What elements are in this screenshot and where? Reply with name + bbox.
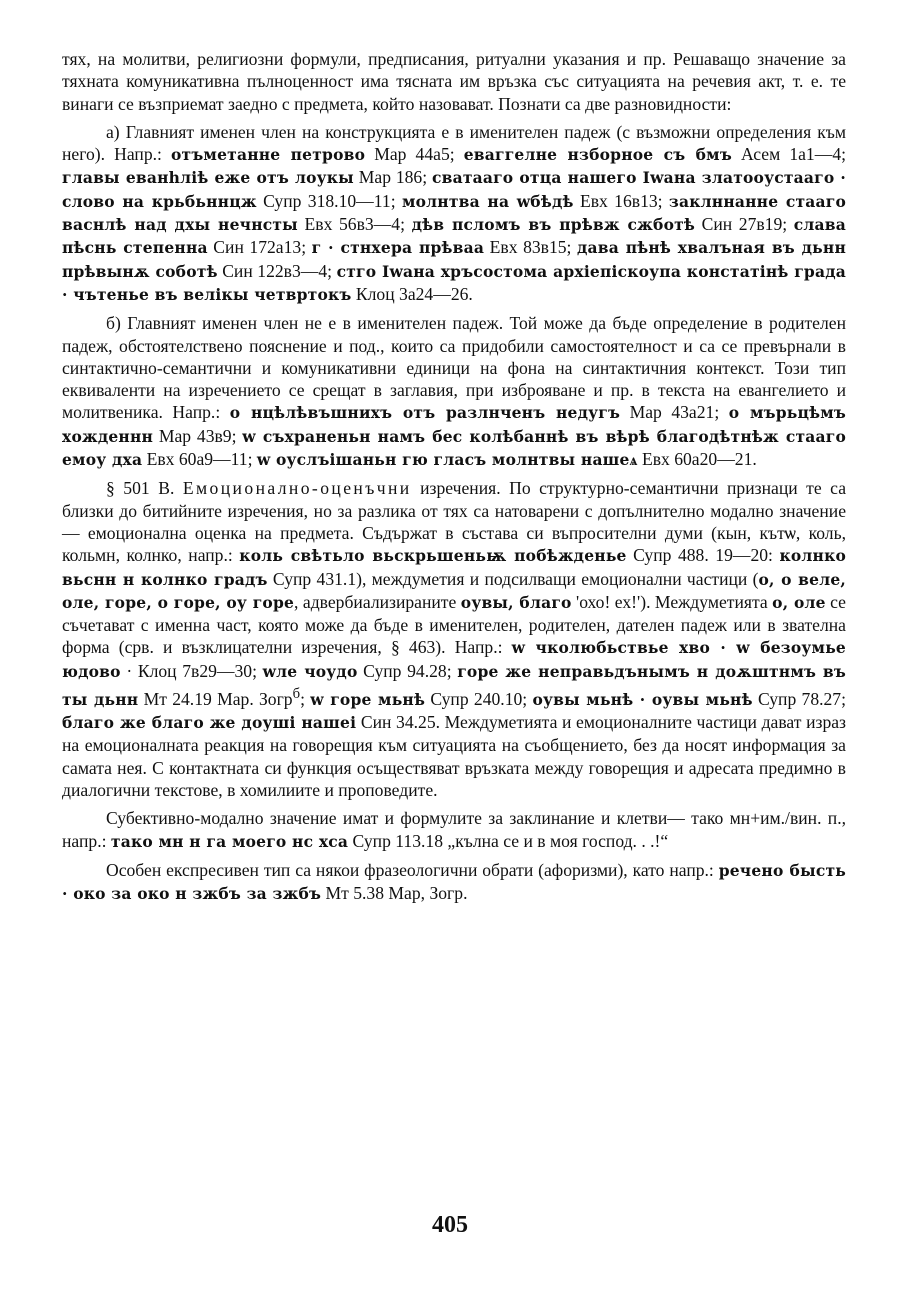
page-body [62, 48, 846, 906]
church-slavonic-citation: коль свѣтьло вьскрьшеньѭ побѣжденье [239, 546, 627, 566]
text-run: а) Главният именен член на конструкцията е в именителен падеж (с възможни определения към него). Напр.: [62, 121, 846, 165]
text-run: Особен експресивен тип са някои фразеологични обрати (афоризми), като напр.: [106, 859, 719, 880]
church-slavonic-citation: о, о веле, оле, горе, о горе, оу горе [62, 569, 846, 612]
church-slavonic-citation: главы еванһліѣ еже отъ лоукы [62, 168, 354, 188]
church-slavonic-citation: wле чоудо [262, 661, 358, 681]
text-run: Субективно-модално значение имат и формулите за заклинание и клетви— тако мн+им./вин. п., напр.: [62, 808, 846, 851]
paragraph-a [62, 121, 846, 306]
church-slavonic-citation: оувы мьнѣ · оувы мьнѣ [532, 689, 753, 709]
church-slavonic-citation: оувы, благо [460, 592, 572, 612]
text-run: Син 27в19; [695, 214, 794, 235]
text-run: Асем 1а1—4; [731, 144, 847, 165]
superscript: б [292, 686, 301, 703]
text-run: 'охо! ех!'). Междуметията [571, 591, 773, 612]
church-slavonic-citation: о нцѣлѣвъшнихъ отъ разлнченъ недугъ [229, 403, 621, 423]
text-run: изречения. По структурно-семантични признаци те са близки до битийните изречения, но за разлика от тях са натоварени с допълнително модално значение — емоционална оценка на предмета. Съдържат в състава си въпросителни думи (кын, кътѡ, коль, кольмн, колнко, напр.: [62, 478, 846, 566]
church-slavonic-citation: г · стнхера прѣваа [311, 238, 485, 258]
text-run: Супр 318.10—11; [256, 190, 402, 211]
spaced-heading-term: Емоционално-оценъчни [182, 478, 412, 499]
church-slavonic-citation: тако мн н га моего нс хса [110, 831, 349, 851]
text-run: Евх 60а9—11; [142, 449, 257, 470]
paragraph-formulas [62, 807, 846, 853]
church-slavonic-citation: w чколюбьствье хво · w безоумье юдово [62, 638, 846, 681]
church-slavonic-citation: речено бысть · око за око н зжбъ за зжбъ [62, 860, 846, 904]
text-run: Мар 186; [353, 167, 432, 188]
church-slavonic-citation: дава пѣнѣ хвалъная въ дьнн прѣвынѫ соботѣ [62, 238, 846, 281]
text-run: Супр 78.27; [752, 688, 846, 709]
church-slavonic-citation: слава пѣснь степенна [62, 215, 846, 258]
church-slavonic-citation: благо же благо же доуші нашеі [62, 713, 357, 733]
church-slavonic-citation: дѣв псломъ въ прѣвж сжботѣ [411, 215, 696, 235]
text-run: Син 122в3—4; [217, 260, 337, 281]
church-slavonic-citation: горе же неправьдънымъ н доѫштнмъ въ ты дьнн [62, 661, 846, 709]
text-run: Супр 94.28; [357, 660, 458, 681]
text-run: тях, на молитви, религиозни формули, предписания, ритуални указания и пр. Решаващо значение за тяхната комуникативна пълноценност има тясната им връзка със ситуацията на речевия акт, т. е. те винаги се възприемат заедно с предмета, който назовават. Познати са две разновидности: [62, 49, 846, 114]
text-run: б) Главният именен член не е в именителен падеж. Той може да бъде определение в родителен падеж, обстоятелствено пояснение и под., които са придобили самостоятелност и са се превърнали в синтактично-семантични и комуникативни единици на фона на синтактичния контекст. Този тип еквиваленти на изречението се срещат в заглавия, при изброяване и пр. в текста на евангелието и молитвеника. Напр.: [62, 313, 846, 423]
text-run: Клоц 3а24—26. [351, 283, 473, 304]
text-run: Евх 83в15; [484, 237, 577, 258]
church-slavonic-citation: отъметанне петрово [171, 145, 366, 165]
text-run: Мт 24.19 Мар. Зогр [138, 688, 293, 709]
text-run: Супр 431.1), междуметия и подсилващи емоционални частици ( [267, 568, 759, 589]
text-run: Супр 240.10; [425, 688, 533, 709]
text-run: Мар 43а21; [620, 402, 729, 423]
church-slavonic-citation: колнко вьснн н колнко градъ [62, 546, 847, 589]
paragraph-501 [62, 477, 846, 801]
church-slavonic-citation: о, оле [772, 592, 826, 612]
text-run: Супр 488. 19—20: [626, 545, 780, 566]
church-slavonic-citation: сватааго отца нашего Іwана златооустааго · слово на крьбьннцж [62, 168, 846, 211]
text-run: · Клоц 7в29—30; [120, 660, 263, 681]
text-run: Син 34.25. Междуметията и емоционалните частици дават израз на емоционалната реакция на говорещия към ситуацията на съобщението, без да носят информация за самата нея. С контактната си функция осъществяват връзката между говорещия и адресата предимно в диалогични текстове, в хомилиите и проповедите. [62, 712, 847, 801]
paragraph-intro [62, 48, 846, 115]
text-run: § 501 В. [106, 478, 183, 499]
church-slavonic-citation: w оуслъішаньн гю гласъ молнтвы нашеѧ [256, 450, 638, 470]
text-run: Евх 60а20—21. [637, 449, 757, 470]
text-run: Син 172а13; [207, 237, 312, 258]
church-slavonic-citation: еваггелне нзборное съ бмъ [463, 145, 732, 165]
church-slavonic-citation: w горе мьнѣ [310, 689, 426, 709]
text-run: Мар 43в9; [153, 425, 243, 446]
church-slavonic-citation: о мърьцѣмъ хожденнн [62, 403, 846, 446]
page-number: 405 [432, 1212, 468, 1238]
paragraph-b [62, 312, 846, 471]
text-run: Мт 5.38 Мар, Зогр. [321, 883, 468, 904]
text-run: , адвербиализираните [294, 591, 461, 612]
text-run: се съчетават с именна част, която може да бъде в именителен, родителен, дателен падеж или в звателна форма (срв. и възклицателни изречения, § 463). Напр.: [62, 591, 846, 658]
text-run: Супр 113.18 „кълна се и в моя господ. . .!“ [348, 830, 669, 851]
text-run: Мар 44а5; [365, 144, 464, 165]
text-run: Евх 56в3—4; [297, 214, 412, 235]
text-run: ; [300, 688, 311, 709]
church-slavonic-citation: заклннанне стааго васнлѣ над дхы нечнсты [62, 191, 846, 235]
church-slavonic-citation: w съхраненьн намъ бес колѣбаннѣ въ вѣрѣ благодѣтнѣж стааго емоу дха [62, 426, 847, 470]
church-slavonic-citation: стго Іwана хръсостома архіепіскоупа констатінѣ града · чътенье въ велікы четвртокъ [62, 261, 846, 304]
text-run: Евх 16в13; [573, 190, 669, 211]
church-slavonic-citation: молнтва на wбѣдѣ [401, 191, 574, 211]
paragraph-aphorisms [62, 859, 846, 906]
